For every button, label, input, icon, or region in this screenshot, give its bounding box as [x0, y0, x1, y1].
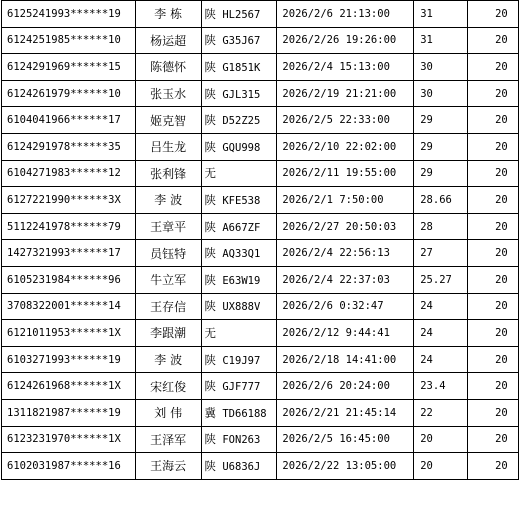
table-body [2, 1, 519, 480]
total-cell: 20 [468, 320, 519, 347]
table-row [2, 266, 519, 293]
plate-cell [201, 373, 277, 400]
time-cell: 2026/2/19 21:21:00 [277, 80, 414, 107]
score-cell: 27 [414, 240, 468, 267]
time-cell: 2026/2/6 20:24:00 [277, 373, 414, 400]
score-cell: 20 [414, 426, 468, 453]
plate-province: 陕 [204, 33, 217, 48]
score-cell: 31 [414, 1, 468, 28]
id-number-cell: 6127221990******3X [2, 187, 136, 214]
score-cell: 29 [414, 133, 468, 160]
name-cell: 张利锋 [135, 160, 201, 187]
name-cell: 王存信 [135, 293, 201, 320]
id-number-cell: 1427321993******17 [2, 240, 136, 267]
plate-number: GQU998 [222, 141, 261, 154]
plate-number: FON263 [222, 434, 261, 447]
plate-cell [201, 426, 277, 453]
table-row [2, 187, 519, 214]
id-number-cell: 5112241978******79 [2, 213, 136, 240]
plate-cell [201, 453, 277, 480]
table-row [2, 133, 519, 160]
plate-number: G35J67 [222, 35, 261, 48]
plate-province: 陕 [204, 59, 217, 74]
score-cell: 30 [414, 80, 468, 107]
id-number-cell: 6124291969******15 [2, 54, 136, 81]
time-cell: 2026/2/4 22:56:13 [277, 240, 414, 267]
time-cell: 2026/2/27 20:50:03 [277, 213, 414, 240]
score-cell: 28 [414, 213, 468, 240]
plate-cell [201, 54, 277, 81]
id-number-cell: 6105231984******96 [2, 266, 136, 293]
plate-cell [201, 293, 277, 320]
id-number-cell: 6121011953******1X [2, 320, 136, 347]
time-cell: 2026/2/5 22:33:00 [277, 107, 414, 134]
time-cell: 2026/2/1 7:50:00 [277, 187, 414, 214]
plate-cell [201, 399, 277, 426]
id-number-cell: 6104041966******17 [2, 107, 136, 134]
total-cell: 20 [468, 1, 519, 28]
plate-cell [201, 133, 277, 160]
time-cell: 2026/2/11 19:55:00 [277, 160, 414, 187]
name-cell: 王海云 [135, 453, 201, 480]
score-cell: 28.66 [414, 187, 468, 214]
plate-number: KFE538 [222, 194, 261, 207]
table-row [2, 27, 519, 54]
plate-cell [201, 240, 277, 267]
id-number-cell: 6124261968******1X [2, 373, 136, 400]
name-cell: 李跟潮 [135, 320, 201, 347]
name-cell: 王泽军 [135, 426, 201, 453]
table-row [2, 426, 519, 453]
total-cell: 20 [468, 266, 519, 293]
plate-province: 陕 [204, 432, 217, 447]
table-row [2, 373, 519, 400]
plate-number: HL2567 [222, 8, 261, 21]
id-number-cell: 1311821987******19 [2, 399, 136, 426]
id-number-cell: 3708322001******14 [2, 293, 136, 320]
name-cell: 姬克智 [135, 107, 201, 134]
score-cell: 22 [414, 399, 468, 426]
score-cell: 20 [414, 453, 468, 480]
plate-number: UX888V [222, 301, 261, 314]
table-row [2, 107, 519, 134]
total-cell: 20 [468, 373, 519, 400]
name-cell: 李 波 [135, 187, 201, 214]
plate-cell [201, 266, 277, 293]
plate-number: E63W19 [222, 274, 261, 287]
id-number-cell: 6123231970******1X [2, 426, 136, 453]
time-cell: 2026/2/12 9:44:41 [277, 320, 414, 347]
plate-province: 陕 [204, 458, 217, 473]
plate-province: 无 [204, 325, 217, 340]
total-cell: 20 [468, 453, 519, 480]
plate-cell [201, 187, 277, 214]
plate-province: 陕 [204, 6, 217, 21]
name-cell: 刘 伟 [135, 399, 201, 426]
time-cell: 2026/2/4 22:37:03 [277, 266, 414, 293]
plate-province: 陕 [204, 299, 217, 314]
id-number-cell: 6102031987******16 [2, 453, 136, 480]
plate-cell [201, 213, 277, 240]
table-row [2, 80, 519, 107]
time-cell: 2026/2/21 21:45:14 [277, 399, 414, 426]
time-cell: 2026/2/26 19:26:00 [277, 27, 414, 54]
name-cell: 员钰特 [135, 240, 201, 267]
plate-number: C19J97 [222, 354, 261, 367]
plate-cell [201, 1, 277, 28]
id-number-cell: 6104271983******12 [2, 160, 136, 187]
table-row [2, 160, 519, 187]
name-cell: 王章平 [135, 213, 201, 240]
plate-province: 陕 [204, 192, 217, 207]
score-cell: 31 [414, 27, 468, 54]
name-cell: 李 栋 [135, 1, 201, 28]
plate-province: 无 [204, 166, 217, 181]
plate-number: D52Z25 [222, 115, 261, 128]
name-cell: 张玉水 [135, 80, 201, 107]
total-cell: 20 [468, 240, 519, 267]
plate-number: AQ33Q1 [222, 248, 261, 261]
time-cell: 2026/2/6 0:32:47 [277, 293, 414, 320]
plate-cell [201, 27, 277, 54]
name-cell: 吕生龙 [135, 133, 201, 160]
plate-cell [201, 320, 277, 347]
total-cell: 20 [468, 54, 519, 81]
id-number-cell: 6124251985******10 [2, 27, 136, 54]
plate-province: 陕 [204, 352, 217, 367]
plate-number: GJF777 [222, 381, 261, 394]
score-cell: 24 [414, 346, 468, 373]
total-cell: 20 [468, 426, 519, 453]
plate-province: 冀 [204, 405, 217, 420]
id-number-cell: 6103271993******19 [2, 346, 136, 373]
total-cell: 20 [468, 107, 519, 134]
id-number-cell: 6124261979******10 [2, 80, 136, 107]
table-row [2, 293, 519, 320]
plate-number: A667ZF [222, 221, 261, 234]
total-cell: 20 [468, 213, 519, 240]
name-cell: 宋红俊 [135, 373, 201, 400]
table-row [2, 1, 519, 28]
name-cell: 牛立军 [135, 266, 201, 293]
plate-cell [201, 346, 277, 373]
table-row [2, 453, 519, 480]
plate-cell [201, 107, 277, 134]
table-row [2, 320, 519, 347]
plate-province: 陕 [204, 246, 217, 261]
id-number-cell: 6124291978******35 [2, 133, 136, 160]
name-cell: 李 波 [135, 346, 201, 373]
plate-number: G1851K [222, 61, 261, 74]
plate-province: 陕 [204, 86, 217, 101]
violation-table [1, 0, 519, 480]
time-cell: 2026/2/22 13:05:00 [277, 453, 414, 480]
score-cell: 24 [414, 293, 468, 320]
plate-province: 陕 [204, 113, 217, 128]
plate-cell [201, 160, 277, 187]
plate-province: 陕 [204, 379, 217, 394]
score-cell: 30 [414, 54, 468, 81]
table-row [2, 213, 519, 240]
time-cell: 2026/2/10 22:02:00 [277, 133, 414, 160]
table-row [2, 399, 519, 426]
time-cell: 2026/2/18 14:41:00 [277, 346, 414, 373]
plate-number: U6836J [222, 460, 261, 473]
total-cell: 20 [468, 346, 519, 373]
plate-province: 陕 [204, 139, 217, 154]
time-cell: 2026/2/4 15:13:00 [277, 54, 414, 81]
id-number-cell: 6125241993******19 [2, 1, 136, 28]
score-cell: 24 [414, 320, 468, 347]
plate-number: GJL315 [222, 88, 261, 101]
score-cell: 29 [414, 160, 468, 187]
name-cell: 杨运超 [135, 27, 201, 54]
plate-province: 陕 [204, 272, 217, 287]
total-cell: 20 [468, 80, 519, 107]
plate-number: TD66188 [222, 407, 267, 420]
table-row [2, 240, 519, 267]
total-cell: 20 [468, 187, 519, 214]
total-cell: 20 [468, 133, 519, 160]
plate-province: 陕 [204, 219, 217, 234]
time-cell: 2026/2/5 16:45:00 [277, 426, 414, 453]
total-cell: 20 [468, 399, 519, 426]
total-cell: 20 [468, 160, 519, 187]
table-row [2, 54, 519, 81]
score-cell: 23.4 [414, 373, 468, 400]
name-cell: 陈德怀 [135, 54, 201, 81]
total-cell: 20 [468, 27, 519, 54]
plate-cell [201, 80, 277, 107]
score-cell: 29 [414, 107, 468, 134]
total-cell: 20 [468, 293, 519, 320]
score-cell: 25.27 [414, 266, 468, 293]
table-row [2, 346, 519, 373]
time-cell: 2026/2/6 21:13:00 [277, 1, 414, 28]
